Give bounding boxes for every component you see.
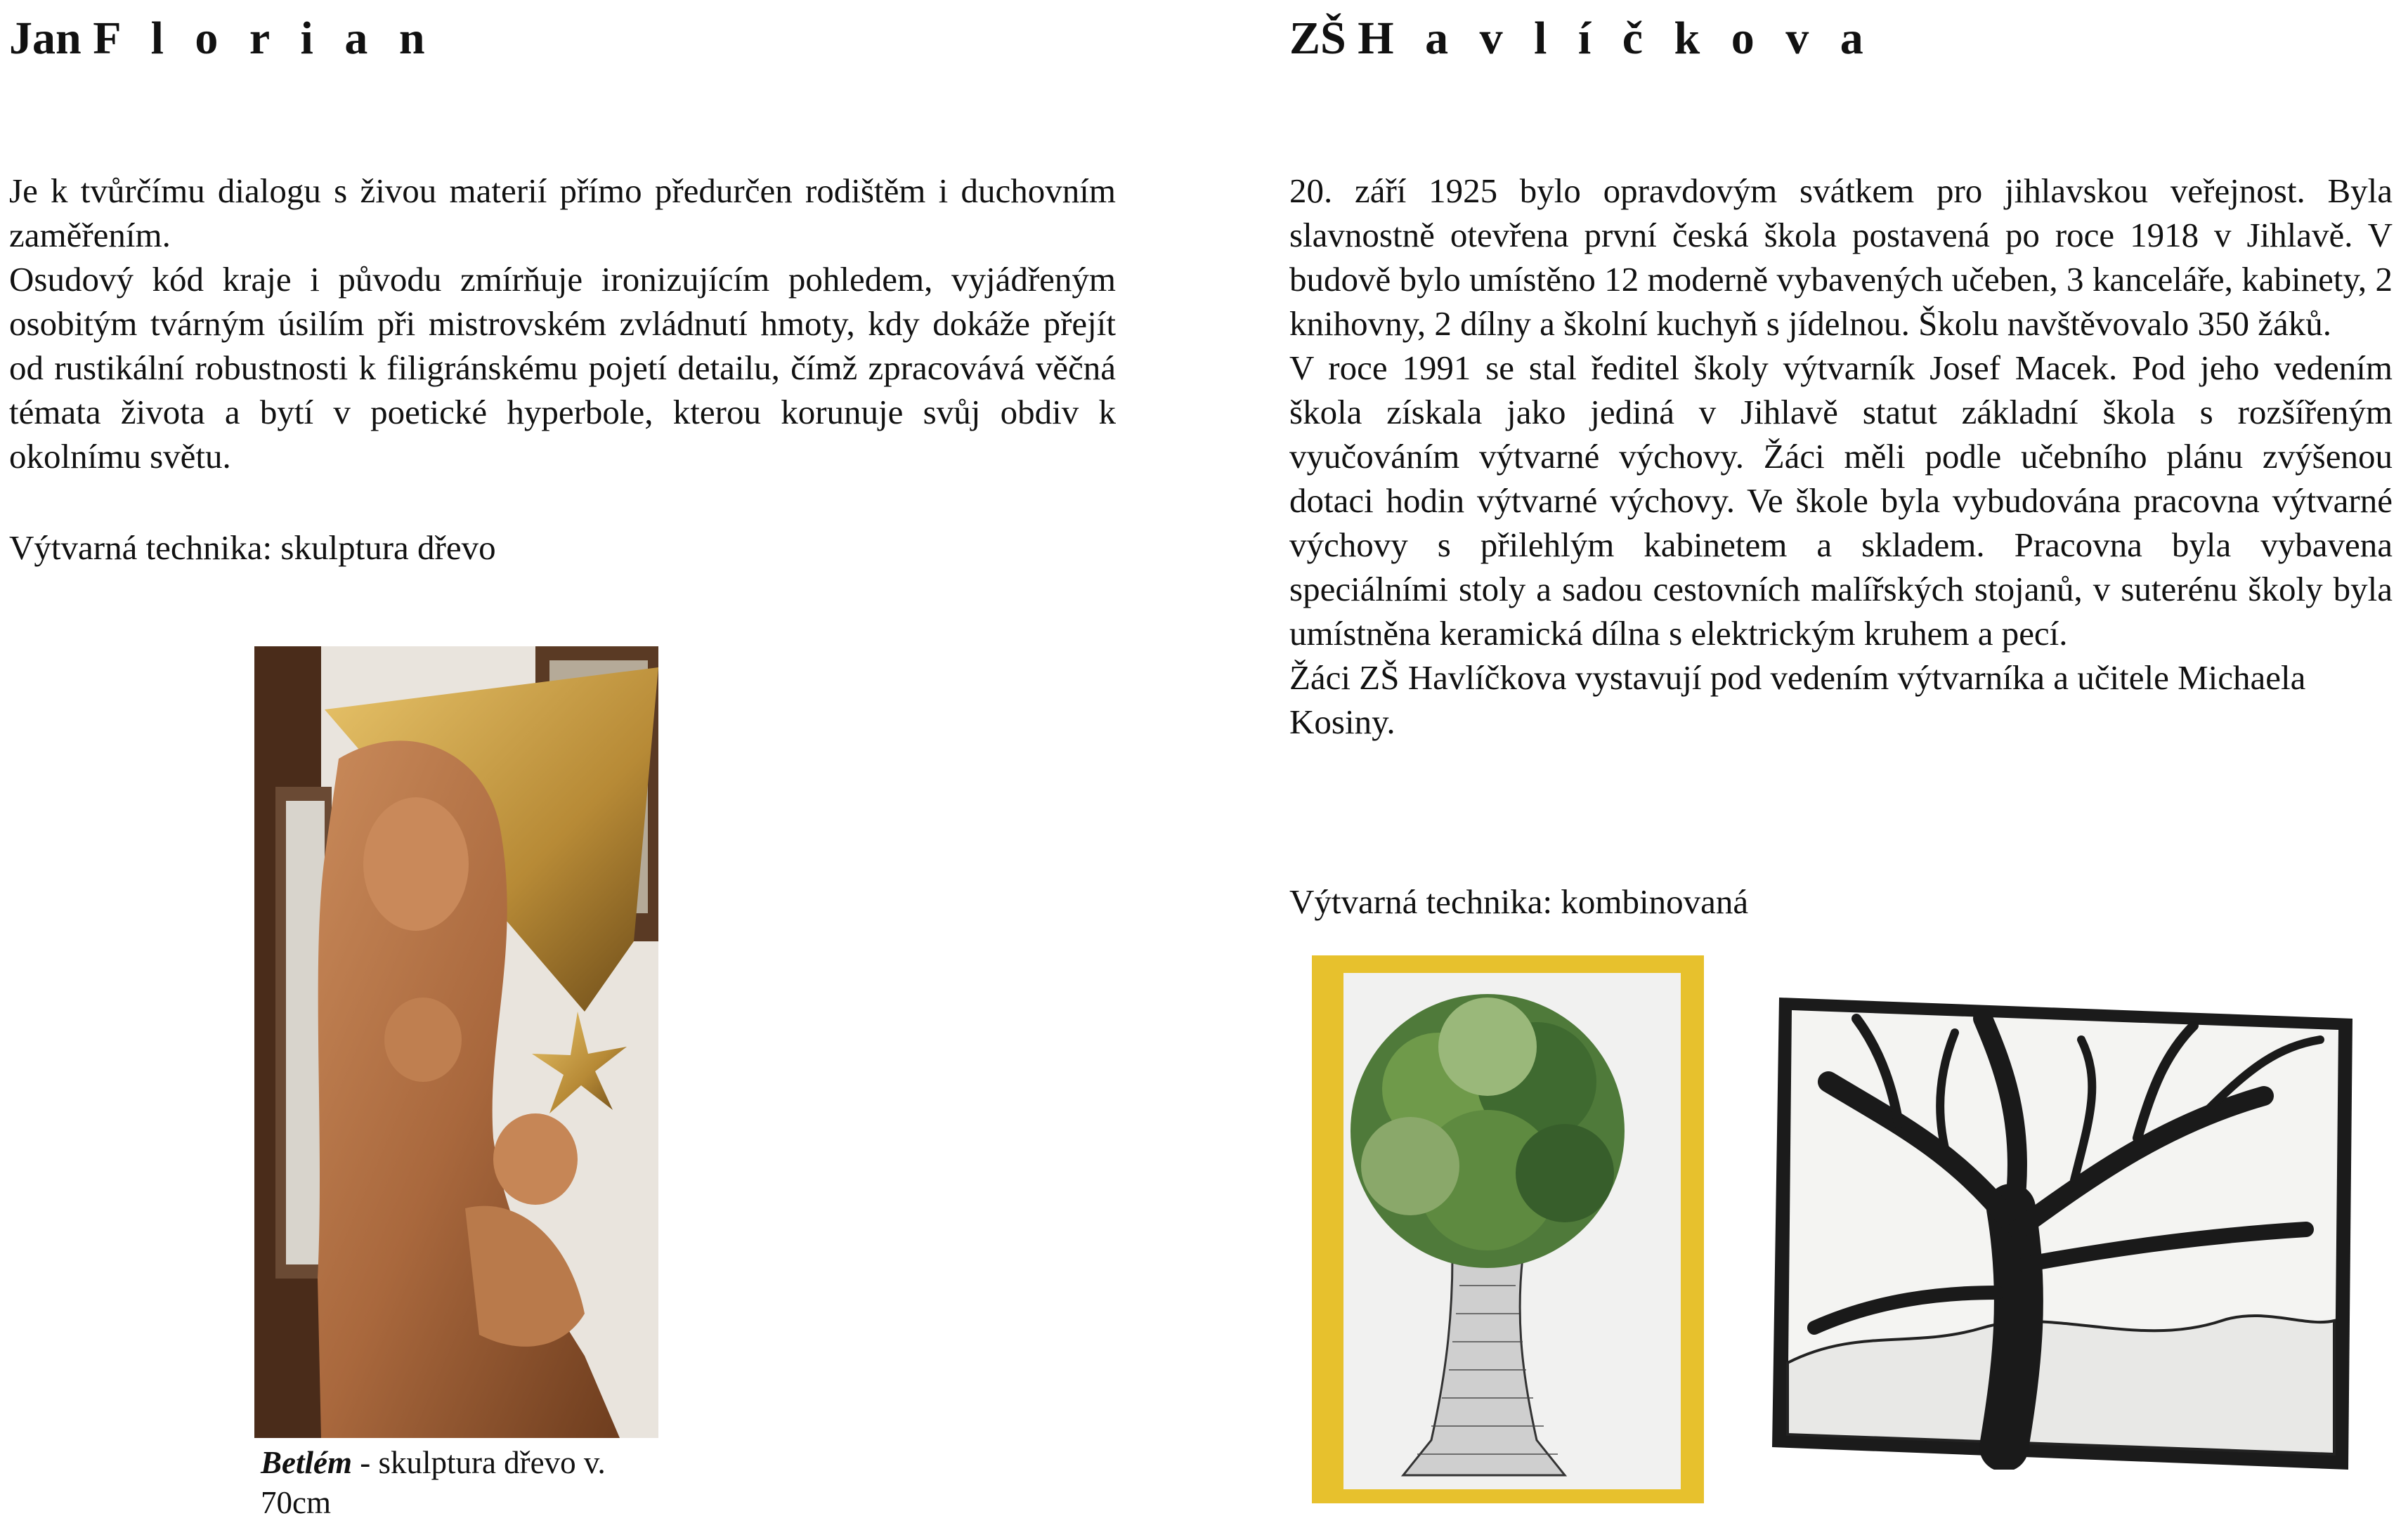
mosaic-tree-artwork bbox=[1312, 955, 1704, 1503]
mosaic-tree-image bbox=[1312, 955, 1704, 1503]
sculpture-image bbox=[254, 646, 658, 1438]
history-paragraph: V roce 1991 se stal ředitel školy výtvarník Josef Macek. Pod jeho vedením škola získala jako jediná v Jihlavě statut základní škola s rozšířeným vyučováním výtvarné výchovy. Žáci měli podle učebního plánu zvýšenou dotaci hodin výtvarné výchovy. Ve škole byla vybudována pracovna výtvarné výchovy s přilehlým kabinetem a skladem. Pracovna byla vybavena speciálními stoly a sadou cestovních malířských stojanů, v suterénu školy byla umístněna keramická dílna s elektrickým kruhem a pecí. bbox=[1289, 348, 2393, 653]
history-paragraph: 20. září 1925 bylo opravdovým svátkem pro jihlavskou veřejnost. Byla slavnostně otevřena první česká škola postavená po roce 1918 v Jihlavě. V budově bylo umístěno 12 moderně vybavených učeben, 3 kanceláře, kabinety, 2 knihovny, 2 dílny a školní kuchyň s jídelnou. Školu navštěvovalo 350 žáků. bbox=[1289, 171, 2393, 343]
sculpture-caption: Betlém - skulptura dřevo v. 70cm bbox=[261, 1445, 606, 1520]
history-paragraph: Žáci ZŠ Havlíčkova vystavují pod vedením výtvarníka a učitele Michaela Kosiny. bbox=[1289, 658, 2306, 741]
bio-paragraph: Osudový kód kraje i původu zmírňuje ironizujícím pohledem, vyjádřeným osobitým tvárným úsilím při mistrovském zvládnutí hmoty, kdy dokáže přejít od rustikální robustnosti k filigránskému pojetí detailu, čímž zpracovává věčná témata života a bytí v poetické hyperbole, kterou korunuje svůj obdiv k okolnímu světu. bbox=[9, 260, 1116, 476]
ink-tree-artwork bbox=[1772, 998, 2352, 1470]
school-heading: ZŠ H a v l í č k o v a bbox=[1289, 13, 1873, 64]
sculpture-photo bbox=[254, 646, 658, 1438]
ink-tree-image bbox=[1772, 998, 2352, 1470]
artist-bio bbox=[9, 169, 1116, 478]
bio-paragraph: Je k tvůrčímu dialogu s živou materií přímo předurčen rodištěm i duchovním zaměřením. bbox=[9, 171, 1116, 254]
school-technique: Výtvarná technika: kombinovaná bbox=[1289, 882, 1749, 921]
school-history bbox=[1289, 169, 2393, 744]
artist-heading: Jan F l o r i a n bbox=[9, 13, 435, 64]
artist-technique: Výtvarná technika: skulptura dřevo bbox=[9, 528, 496, 567]
